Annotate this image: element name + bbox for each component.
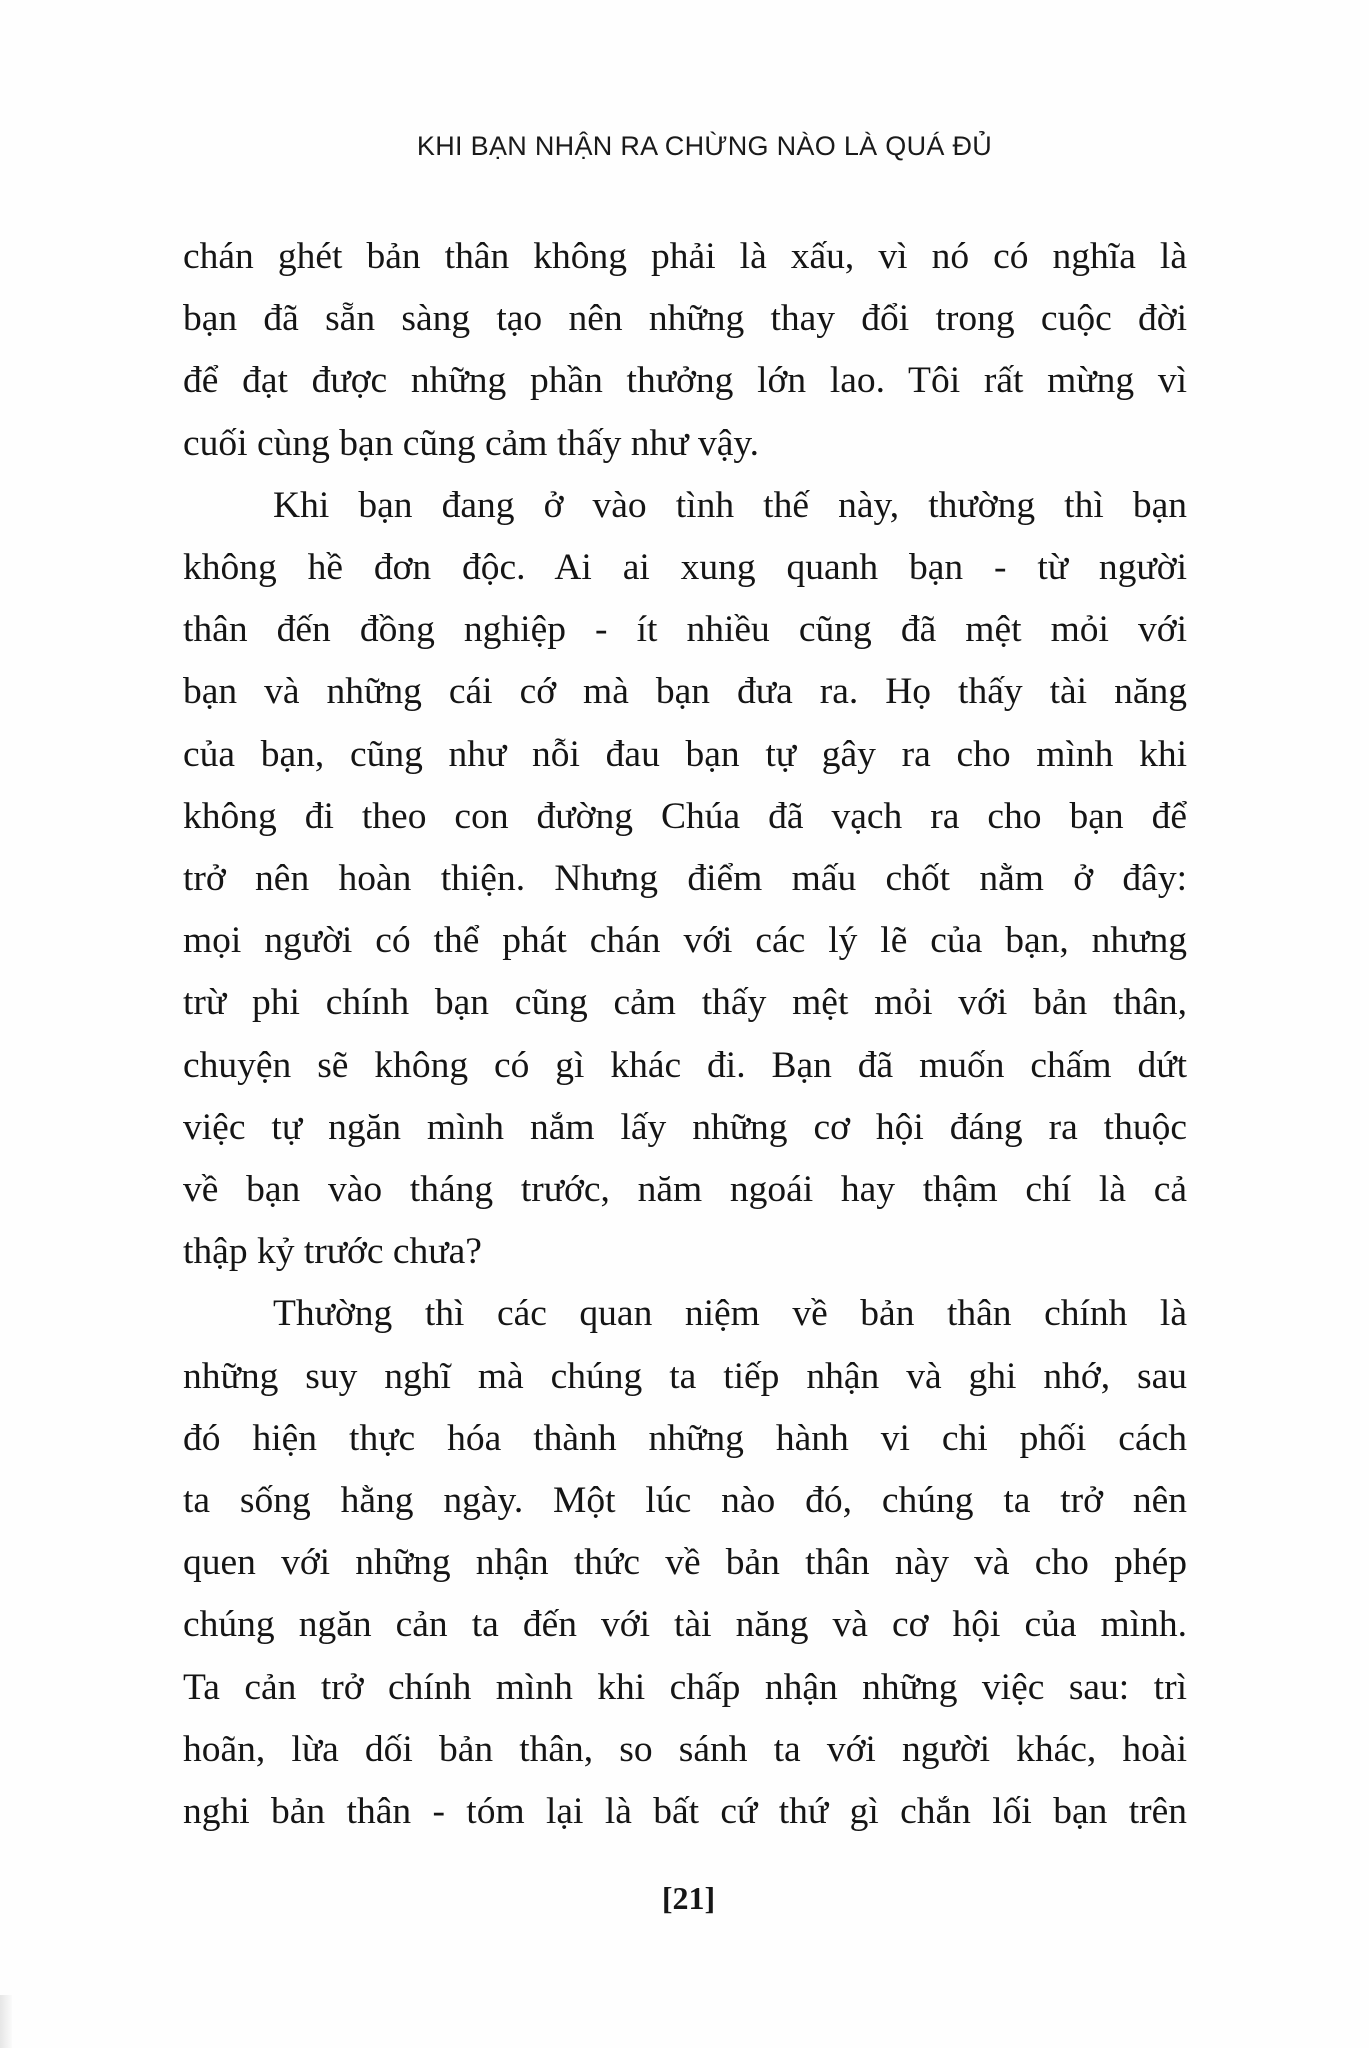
text-line: Ta cản trở chính mình khi chấp nhận những việc sau: trì <box>183 1666 1187 1708</box>
scan-shadow-edge <box>0 1995 12 2048</box>
text-line: chuyện sẽ không có gì khác đi. Bạn đã muốn chấm dứt <box>183 1044 1187 1086</box>
text-line: việc tự ngăn mình nắm lấy những cơ hội đáng ra thuộc <box>183 1106 1187 1148</box>
text-line: mọi người có thể phát chán với các lý lẽ của bạn, nhưng <box>183 920 1187 962</box>
text-line: cuối cùng bạn cũng cảm thấy như vậy. <box>183 422 760 464</box>
text-line: ta sống hằng ngày. Một lúc nào đó, chúng ta trở nên <box>183 1480 1187 1522</box>
text-line: của bạn, cũng như nỗi đau bạn tự gây ra cho mình khi <box>183 733 1187 775</box>
paragraph-2 <box>183 475 1187 1284</box>
text-line: Thường thì các quan niệm về bản thân chính là <box>273 1293 1187 1335</box>
text-line: hoãn, lừa dối bản thân, so sánh ta với người khác, hoài <box>183 1728 1187 1770</box>
text-line: Khi bạn đang ở vào tình thế này, thường thì bạn <box>273 484 1187 526</box>
text-line: nghi bản thân - tóm lại là bất cứ thứ gì chắn lối bạn trên <box>183 1791 1187 1833</box>
running-header: KHI BẠN NHẬN RA CHỪNG NÀO LÀ QUÁ ĐỦ <box>416 131 993 161</box>
page-number: [21] <box>661 1880 716 1916</box>
body-text <box>183 226 1187 1843</box>
text-line: không đi theo con đường Chúa đã vạch ra cho bạn để <box>183 795 1187 837</box>
text-line: chúng ngăn cản ta đến với tài năng và cơ hội của mình. <box>183 1604 1187 1646</box>
text-line: để đạt được những phần thưởng lớn lao. Tôi rất mừng vì <box>183 360 1187 402</box>
text-line: chán ghét bản thân không phải là xấu, vì nó có nghĩa là <box>183 236 1187 277</box>
text-line: bạn và những cái cớ mà bạn đưa ra. Họ thấy tài năng <box>183 671 1187 713</box>
text-line: thập kỷ trước chưa? <box>183 1231 482 1273</box>
text-line: đó hiện thực hóa thành những hành vi chi phối cách <box>183 1417 1187 1459</box>
text-line: những suy nghĩ mà chúng ta tiếp nhận và ghi nhớ, sau <box>183 1355 1187 1397</box>
text-line: quen với những nhận thức về bản thân này và cho phép <box>183 1542 1187 1584</box>
text-line: bạn đã sẵn sàng tạo nên những thay đổi trong cuộc đời <box>183 298 1187 340</box>
text-line: trở nên hoàn thiện. Nhưng điểm mấu chốt nằm ở đây: <box>183 858 1187 900</box>
paragraph-3 <box>183 1283 1187 1843</box>
text-line: không hề đơn độc. Ai ai xung quanh bạn - từ người <box>183 547 1187 589</box>
text-line: thân đến đồng nghiệp - ít nhiều cũng đã mệt mỏi với <box>183 609 1187 651</box>
text-line: về bạn vào tháng trước, năm ngoái hay thậm chí là cả <box>183 1169 1187 1211</box>
text-line: trừ phi chính bạn cũng cảm thấy mệt mỏi với bản thân, <box>183 982 1187 1024</box>
paragraph-1 <box>183 226 1187 475</box>
